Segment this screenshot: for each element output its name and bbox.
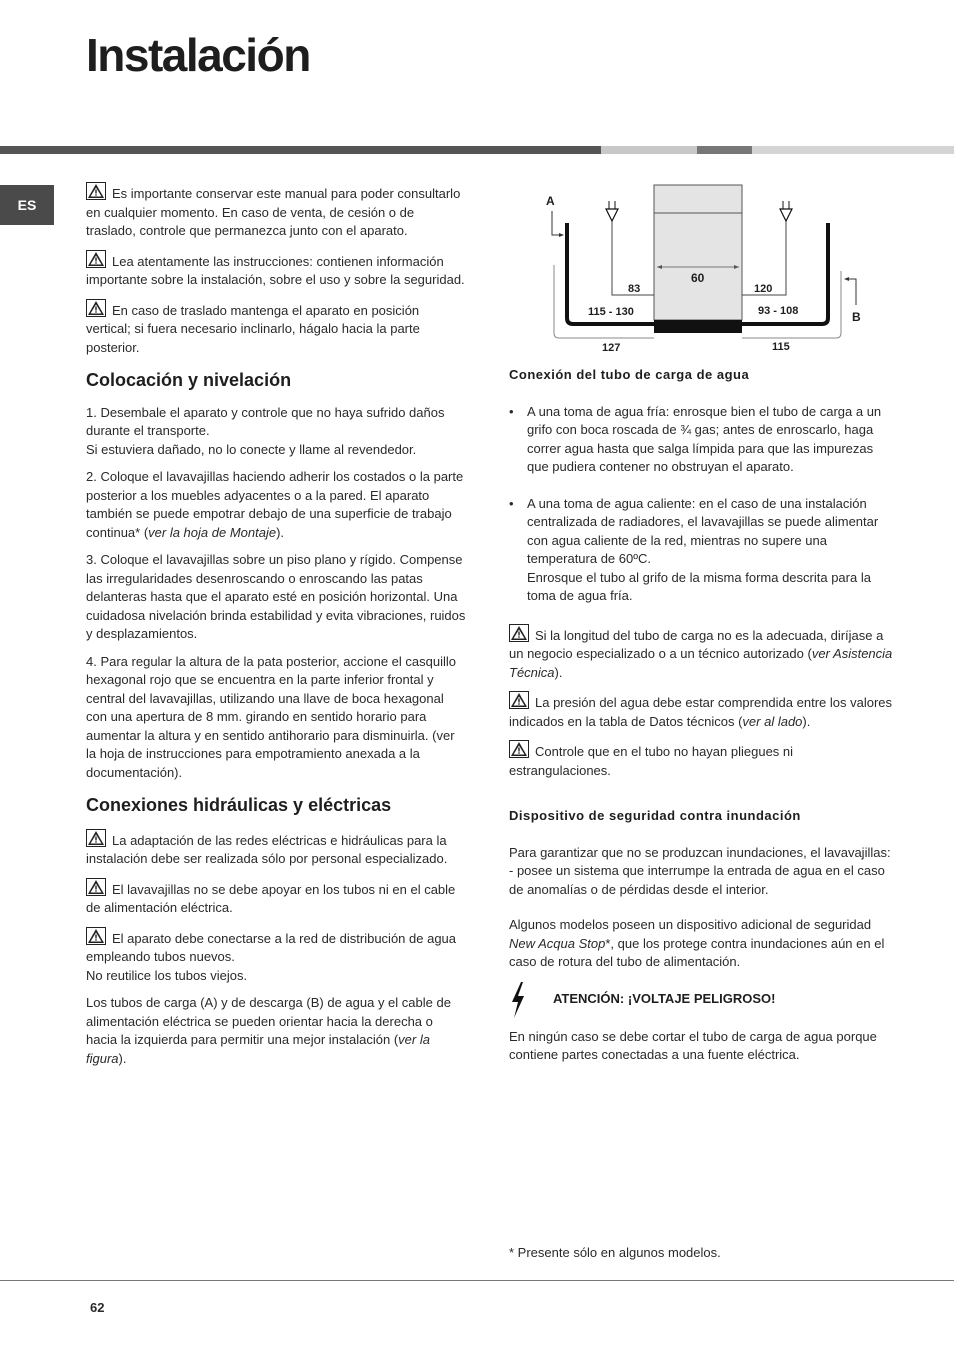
inlet-warning-3: Controle que en el tubo no hayan pliegues ni estrangulaciones. xyxy=(509,740,894,780)
warning-icon xyxy=(86,250,106,268)
warning-icon xyxy=(86,299,106,317)
dim-115-130: 115 - 130 xyxy=(588,306,634,318)
intro-warning-1: Es importante conservar este manual para poder consultarlo en cualquier momento. En caso de venta, de cesión o de traslado, controle que permanezca junto con el aparato. xyxy=(86,182,466,241)
dim-127: 127 xyxy=(602,342,621,354)
connections-paragraph: Los tubos de carga (A) y de descarga (B) de agua y el cable de alimentación eléctrica se pueden orientar hacia la derecha o hacia la izquierda para permitir una mejor instalación (ver la figura). xyxy=(86,995,451,1066)
intro-warning-3: En caso de traslado mantenga el aparato en posición vertical; si fuera necesario inclinarlo, hágalo hacia la parte posterior. xyxy=(86,299,466,358)
footer-divider xyxy=(0,1280,954,1281)
language-tab: ES xyxy=(0,185,54,225)
warning-icon xyxy=(509,740,529,758)
placement-step-3: 3. Coloque el lavavajillas sobre un piso plano y rígido. Compense las irregularidades desenroscando o enroscando las patas delanteras hasta que el aparato esté en posición horizontal. Una cuidadosa nivelación brinda estabilidad y evita vibraciones, ruidos y desplazamientos. xyxy=(86,552,466,641)
connections-warning-3: El aparato debe conectarse a la red de distribución de agua empleando tubos nuevos. No reutilice los tubos viejos. xyxy=(86,927,466,986)
connections-warning-1: La adaptación de las redes eléctricas e hidráulicas para la instalación debe ser realizada sólo por personal especializado. xyxy=(86,829,466,869)
placement-step-4: 4. Para regular la altura de la pata posterior, accione el casquillo hexagonal rojo que se encuentra en la parte inferior frontal y central del lavavajillas, utilizando una llave de boca hexagonal con una apertura de 8 mm. girando en sentido horario para aumentar la altura y en sentido antihorario para disminuirla. (ver la hoja de instrucciones para empotramiento anexada a la documentación). xyxy=(86,653,456,780)
flood-paragraph-2: Algunos modelos poseen un dispositivo adicional de seguridad New Acqua Stop*, que los protege contra inundaciones aún en el caso de rotura del tubo de alimentación. xyxy=(509,917,885,969)
danger-text: En ningún caso se debe cortar el tubo de carga de agua porque contiene partes conectadas a una fuente eléctrica. xyxy=(509,1028,877,1062)
warning-icon xyxy=(86,182,106,200)
placement-step-2: 2. Coloque el lavavajillas haciendo adherir los costados o la parte posterior a los muebles adyacentes o a la pared. El aparato también se puede empotrar debajo de una superficie de trabajo continua* (ver la hoja de Montaje). xyxy=(86,469,464,540)
flood-paragraph-1: Para garantizar que no se produzcan inundaciones, el lavavajillas: - posee un sistema que interrumpe la entrada de agua en el caso de anomalías o de pérdidas desde el interior. xyxy=(509,844,891,897)
right-column xyxy=(509,366,894,1074)
dim-83: 83 xyxy=(628,283,641,295)
list-item: • A una toma de agua caliente: en el caso de una instalación centralizada de radiadores, el lavavajillas se puede alimentar con agua caliente de la red, mientras no supere una temperatura de 60ºC. Enrosque el tubo al grifo de la misma forma descrita para la toma de agua fría. xyxy=(509,495,879,603)
label-a: A xyxy=(546,194,555,208)
dim-60: 60 xyxy=(691,271,705,285)
left-column xyxy=(86,182,466,1077)
label-b: B xyxy=(852,310,861,324)
warning-icon xyxy=(86,878,106,896)
placement-heading: Colocación y nivelación xyxy=(86,370,292,390)
dim-93-108: 93 - 108 xyxy=(758,305,799,317)
inlet-warning-1: Si la longitud del tubo de carga no es la adecuada, diríjase a un negocio especializado o a un técnico autorizado (ver Asistencia Técnica). xyxy=(509,624,894,683)
inlet-warning-2: La presión del agua debe estar comprendida entre los valores indicados en la tabla de Datos técnicos (ver al lado). xyxy=(509,691,894,731)
appliance-base xyxy=(654,320,742,333)
dim-115: 115 xyxy=(772,341,790,353)
page-number: 62 xyxy=(90,1300,105,1315)
installation-diagram xyxy=(540,183,890,355)
header-bar-light-2 xyxy=(752,146,954,154)
placement-step-1: 1. Desembale el aparato y controle que no haya sufrido daños durante el transporte. Si estuviera dañado, no lo conecte y llame al revendedor. xyxy=(86,404,445,457)
footnote: * Presente sólo en algunos modelos. xyxy=(509,1245,721,1260)
tap-icon xyxy=(780,209,792,221)
list-item: • A una toma de agua fría: enrosque bien el tubo de carga a un grifo con boca roscada de ¾ gas; antes de enroscarlo, haga correr agua hasta que salga límpida para que las impurezas que pudiera contener no obstruyan el aparato. xyxy=(509,403,882,474)
warning-icon xyxy=(509,691,529,709)
header-bar-mid xyxy=(697,146,752,154)
inlet-heading: Conexión del tubo de carga de agua xyxy=(509,367,750,382)
connections-heading: Conexiones hidráulicas y eléctricas xyxy=(86,795,392,815)
tap-icon xyxy=(606,209,618,221)
header-bar-dark xyxy=(0,146,601,154)
lightning-icon xyxy=(509,982,527,1018)
warning-icon xyxy=(86,927,106,945)
inlet-list xyxy=(509,403,894,606)
intro-warning-2: Lea atentamente las instrucciones: contienen información importante sobre la instalación, sobre el uso y sobre la seguridad. xyxy=(86,250,466,290)
danger-warning: ATENCIÓN: ¡VOLTAJE PELIGROSO! xyxy=(509,982,894,1018)
warning-icon xyxy=(509,624,529,642)
header-bar-light xyxy=(601,146,697,154)
dim-120: 120 xyxy=(754,283,773,295)
appliance-body xyxy=(654,185,742,320)
flood-heading: Dispositivo de seguridad contra inundación xyxy=(509,808,801,823)
warning-icon xyxy=(86,829,106,847)
page-title: Instalación xyxy=(86,29,310,81)
connections-warning-2: El lavavajillas no se debe apoyar en los tubos ni en el cable de alimentación eléctrica. xyxy=(86,878,466,918)
